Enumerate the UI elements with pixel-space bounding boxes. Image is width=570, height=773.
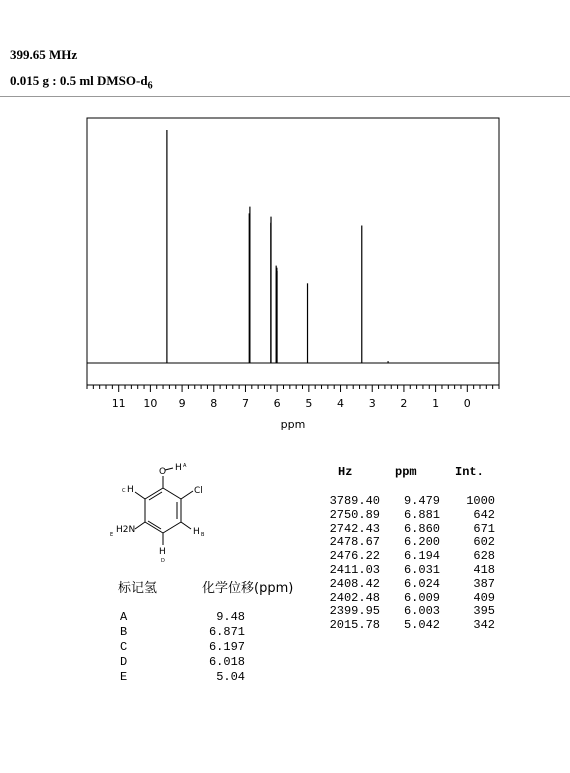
x-axis-tick-label: 11 bbox=[111, 397, 126, 410]
label-e: E bbox=[110, 532, 114, 538]
peak-hz: 2402.48 bbox=[329, 590, 380, 605]
plot-frame bbox=[87, 118, 499, 385]
atom-amino: H2N bbox=[116, 525, 136, 535]
peak-intensity: 1000 bbox=[466, 494, 495, 508]
peak-hz: 2015.78 bbox=[329, 618, 380, 633]
peak-table-row bbox=[0, 522, 570, 537]
peak-intensity: 387 bbox=[473, 576, 495, 591]
assignment-value: 6.871 bbox=[208, 625, 245, 639]
peak-ppm: 6.003 bbox=[403, 604, 440, 619]
label-c: C bbox=[122, 488, 126, 494]
x-axis-label: ppm bbox=[280, 418, 306, 431]
peak-intensity: 642 bbox=[473, 507, 495, 522]
atom-h-d: H bbox=[159, 547, 166, 557]
peak-ppm: 5.042 bbox=[403, 618, 440, 633]
assignment-shift-header: 化学位移(ppm) bbox=[202, 581, 294, 596]
peak-hz: 2411.03 bbox=[329, 563, 380, 577]
x-axis-tick-labels bbox=[112, 397, 471, 410]
label-a: A bbox=[183, 463, 187, 469]
spectrometer-frequency: 399.65 MHz bbox=[10, 47, 78, 62]
assignment-label: E bbox=[120, 670, 128, 684]
peak-table-row bbox=[0, 591, 570, 606]
peak-intensity: 628 bbox=[473, 549, 495, 564]
atom-h-b: H bbox=[193, 527, 200, 537]
peak-intensity: 602 bbox=[473, 535, 495, 550]
peak-ppm: 6.024 bbox=[403, 576, 440, 591]
peak-table-header-int: Int. bbox=[455, 465, 484, 479]
peak-hz: 2750.89 bbox=[329, 507, 380, 522]
x-axis-ticks bbox=[87, 385, 499, 392]
peak-hz: 2742.43 bbox=[329, 521, 380, 536]
peak-table-header-ppm: ppm bbox=[395, 465, 417, 479]
peak-ppm: 6.200 bbox=[403, 535, 440, 550]
x-axis-tick-label: 9 bbox=[178, 397, 186, 410]
sample-subscript: 6 bbox=[147, 80, 153, 92]
assignment-value: 6.197 bbox=[208, 640, 245, 654]
atom-oxygen: O bbox=[159, 467, 167, 477]
header-divider bbox=[0, 96, 570, 97]
sample-text: 0.015 g : 0.5 ml DMSO-d bbox=[10, 73, 148, 88]
assignment-label: A bbox=[120, 610, 128, 624]
nmr-spectrum-chart bbox=[0, 100, 570, 440]
peak-hz: 2478.67 bbox=[329, 535, 380, 550]
peak-hz: 2399.95 bbox=[329, 604, 380, 619]
peak-intensity: 671 bbox=[473, 521, 495, 536]
assignment-label: D bbox=[120, 655, 128, 669]
x-axis-tick-label: 10 bbox=[143, 397, 158, 410]
x-axis-tick-label: 5 bbox=[305, 397, 313, 410]
peak-table-row bbox=[0, 604, 570, 619]
peak-hz: 3789.40 bbox=[329, 494, 380, 508]
peak-intensity: 418 bbox=[473, 563, 495, 577]
peak-ppm: 6.881 bbox=[403, 507, 440, 522]
assignment-label: B bbox=[120, 625, 128, 639]
atom-h-c: H bbox=[127, 485, 134, 495]
atom-chlorine: Cl bbox=[194, 486, 203, 496]
x-axis-tick-label: 1 bbox=[432, 397, 440, 410]
assignment-label-header: 标记氢 bbox=[118, 581, 158, 596]
assignment-row bbox=[0, 670, 300, 685]
peak-ppm: 9.479 bbox=[403, 494, 440, 508]
peak-ppm: 6.031 bbox=[403, 563, 440, 577]
label-b: B bbox=[201, 532, 205, 538]
peak-table-row bbox=[0, 618, 570, 633]
x-axis-tick-label: 4 bbox=[337, 397, 345, 410]
x-axis-tick-label: 7 bbox=[241, 397, 249, 410]
peak-table-row bbox=[0, 494, 570, 509]
sample-description bbox=[10, 73, 153, 92]
peak-table-row bbox=[0, 508, 570, 523]
x-axis-tick-label: 8 bbox=[210, 397, 218, 410]
assignment-row bbox=[0, 655, 300, 670]
assignment-label: C bbox=[120, 640, 128, 654]
peak-ppm: 6.860 bbox=[403, 521, 440, 536]
x-axis-tick-label: 2 bbox=[400, 397, 408, 410]
peak-hz: 2476.22 bbox=[329, 549, 380, 564]
peak-table-row bbox=[0, 563, 570, 578]
peak-hz: 2408.42 bbox=[329, 576, 380, 591]
label-d: D bbox=[161, 558, 165, 564]
assignment-row bbox=[0, 640, 300, 655]
x-axis-tick-label: 3 bbox=[368, 397, 376, 410]
x-axis-tick-label: 6 bbox=[273, 397, 281, 410]
peak-lines bbox=[167, 130, 388, 363]
atom-hydroxyl-h: H bbox=[175, 463, 182, 473]
peak-table-row bbox=[0, 549, 570, 564]
assignment-value: 9.48 bbox=[216, 610, 245, 624]
peak-ppm: 6.194 bbox=[403, 549, 440, 564]
peak-ppm: 6.009 bbox=[403, 590, 440, 605]
peak-intensity: 409 bbox=[473, 590, 495, 605]
peak-table-row bbox=[0, 577, 570, 592]
assignment-value: 6.018 bbox=[208, 655, 245, 669]
peak-table-row bbox=[0, 535, 570, 550]
peak-intensity: 395 bbox=[473, 604, 495, 619]
x-axis-tick-label: 0 bbox=[463, 397, 471, 410]
peak-table-header-hz: Hz bbox=[338, 465, 353, 479]
assignment-value: 5.04 bbox=[216, 670, 245, 684]
peak-intensity: 342 bbox=[473, 618, 495, 633]
